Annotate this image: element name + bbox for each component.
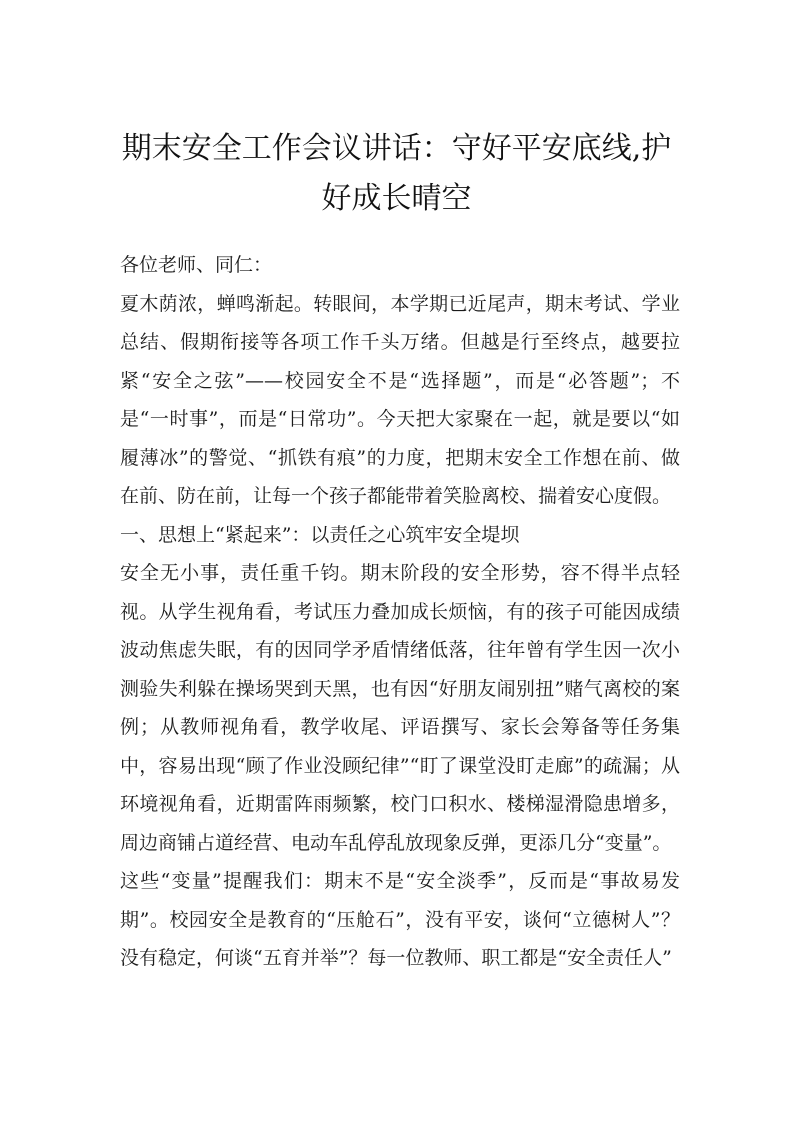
body-paragraph: 安全无小事，责任重千钧。期末阶段的安全形势，容不得半点轻视。从学生视角看，考试压力叠加成长烦恼，有的孩子可能因成绩波动焦虑失眠，有的因同学矛盾情绪低落，往年曾有学生因一次小测验失利躲在操场哭到天黑，也有因“好朋友闹别扭”赌气离校的案例；从教师视角看，教学收尾、评语撰写、家长会筹备等任务集中，容易出现“顾了作业没顾纪律”“盯了课堂没盯走廊”的疏漏；从环境视角看，近期雷阵雨频繁，校门口积水、楼梯湿滑隐患增多，周边商铺占道经营、电动车乱停乱放现象反弹，更添几分“变量”。 <box>120 562 680 854</box>
section-heading-1: 一、思想上“紧起来”：以责任之心筑牢安全堤坝 <box>120 523 520 546</box>
body-paragraph: 这些“变量”提醒我们：期末不是“安全淡季”，反而是“事故易发期”。校园安全是教育的“压舱石”，没有平安，谈何“立德树人”？没有稳定，何谈“五育并举”？每一位教师、职工都是“安全责任人” <box>120 870 680 969</box>
document-body <box>120 246 680 978</box>
salutation-paragraph: 各位老师、同仁： <box>120 254 273 276</box>
document-title: 期末安全工作会议讲话：守好平安底线,护好成长晴空 <box>121 131 672 216</box>
opening-paragraph: 夏木荫浓，蝉鸣渐起。转眼间，本学期已近尾声，期末考试、学业总结、假期衔接等各项工作千头万绪。但越是行至终点，越要拉紧“安全之弦”——校园安全不是“选择题”，而是“必答题”；不是“一时事”，而是“日常功”。今天把大家聚在一起，就是要以“如履薄冰”的警觉、“抓铁有痕”的力度，把期末安全工作想在前、做在前、防在前，让每一个孩子都能带着笑脸离校、揣着安心度假。 <box>120 292 680 507</box>
